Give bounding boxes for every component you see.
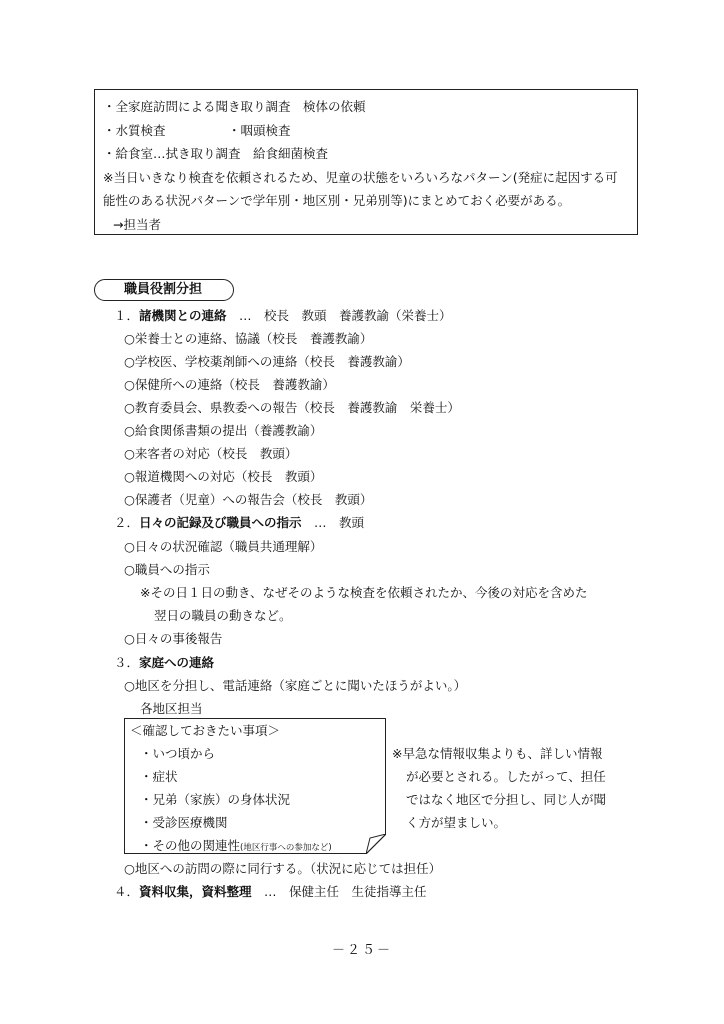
list-item: ○来客者の対応（校長 教頭） [124,446,298,461]
section-number: ３． [114,655,140,670]
list-item: ○給食関係書類の提出（養護教諭） [124,423,323,438]
section-2-heading [114,514,364,532]
aside-note: ※早急な情報収集よりも、詳しい情報 [392,746,603,761]
note-text: 翌日の職員の動きなど。 [154,608,292,623]
section-4-heading [114,883,427,901]
note-line: 能性のある状況パターンで学年別・地区別・兄弟別等)にまとめておく必要がある。 [103,193,571,208]
note-box [94,89,638,235]
section-heading: 職員役割分担 [94,279,234,301]
sub-text: 各地区担当 [140,701,203,716]
memo-title: ＜確認しておきたい事項＞ [130,723,281,738]
memo-item: ・症状 [140,769,178,784]
section-title: 諸機関との連絡 [139,308,227,323]
list-item: ○日々の状況確認（職員共通理解） [124,539,323,554]
section-number: ４． [114,884,140,899]
list-item: ○栄養士との連絡、協議（校長 養護教諭） [124,331,373,346]
note-line: ・給食室…拭き取り調査 給食細菌検査 [103,146,329,161]
section-number: ２． [114,515,140,530]
memo-item: ・受診医療機関 [140,815,228,830]
note-line: ・全家庭訪問による聞き取り調査 検体の依頼 [103,99,366,114]
memo-item-note: (地区行事への参加など) [240,843,332,853]
list-item: ○保護者（児童）への報告会（校長 教頭） [124,492,373,507]
memo-item: ・いつ頃から [140,746,216,761]
section-1-heading [114,307,452,325]
section-assignees: … 保健主任 生徒指導主任 [251,884,427,899]
section-title: 家庭への連絡 [139,655,215,670]
note-line: ※当日いきなり検査を依頼されるため、児童の状態をいろいろなパターン(発症に起因する可 [103,169,618,185]
note-line: →担当者 [113,216,161,232]
section-assignees: … 校長 教頭 養護教諭（栄養士） [226,308,452,323]
section-assignees: … 教頭 [301,515,365,530]
list-item: ○職員への指示 [124,562,210,577]
folded-corner-icon [366,834,386,854]
list-item: ○報道機関への対応（校長 教頭） [124,469,323,484]
memo-item-main: ・その他の関連性 [140,838,241,853]
list-item: ○学校医、学校薬剤師への連絡（校長 養護教諭） [124,354,410,369]
section-number: １． [114,308,140,323]
list-item: ○教育委員会、県教委への報告（校長 養護教諭 栄養士） [124,400,460,415]
note-line: ・水質検査 ・咽頭検査 [103,122,291,138]
section-title: 日々の記録及び職員への指示 [139,515,302,530]
note-text: ※その日１日の動き、なぜそのような検査を依頼されたか、今後の対応を含めた [140,585,588,600]
list-item: ○日々の事後報告 [124,631,223,646]
aside-note: ではなく地区で分担し、同じ人が聞 [406,792,607,807]
memo-item: ・兄弟（家族）の身体状況 [140,792,291,807]
section-3-heading [114,654,214,672]
aside-note: が必要とされる。したがって、担任 [406,769,606,784]
section-title: 資料収集，資料整理 [139,884,252,899]
list-item: ○保健所への連絡（校長 養護教諭） [124,377,335,392]
list-item: ○地区への訪問の際に同行する。（状況に応じては担任） [124,861,442,876]
memo-item [140,837,332,857]
page-number: －２５－ [331,943,392,958]
list-item: ○地区を分担し、電話連絡（家庭ごとに聞いたほうがよい。） [124,678,467,693]
aside-note: く方が望ましい。 [406,815,507,830]
